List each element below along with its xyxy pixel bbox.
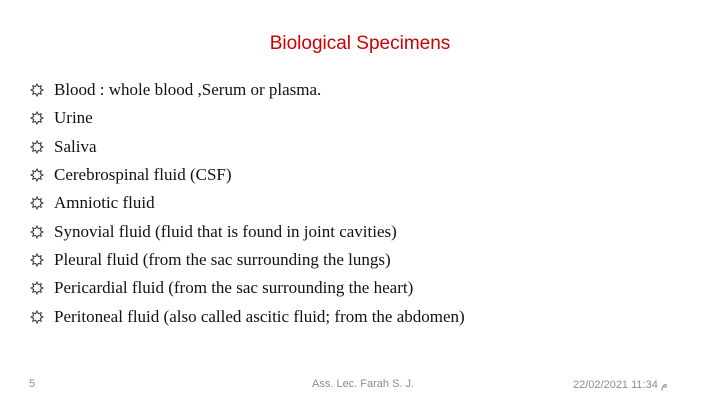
list-item (30, 76, 690, 104)
list-item (30, 104, 690, 132)
starburst-bullet-icon (30, 168, 54, 182)
starburst-bullet-icon (30, 281, 54, 295)
bullet-text: Urine (54, 108, 93, 128)
footer-datetime: م 11:34 22/02/2021 (573, 379, 668, 391)
bullet-text: Peritoneal fluid (also called ascitic fluid; from the abdomen) (54, 306, 465, 326)
slide-title: Biological Specimens (269, 33, 451, 54)
list-item (30, 302, 690, 330)
page-number: 5 (29, 378, 36, 390)
bullet-text: Amniotic fluid (54, 193, 155, 213)
list-item (30, 274, 690, 302)
bullet-text: Cerebrospinal fluid (CSF) (54, 165, 232, 185)
bullet-text: Pericardial fluid (from the sac surrounding the heart) (54, 278, 414, 298)
starburst-bullet-icon (30, 196, 54, 210)
list-item (30, 189, 690, 217)
starburst-bullet-icon (30, 140, 54, 154)
footer-author: Ass. Lec. Farah S. J. (312, 378, 415, 390)
bullet-list (30, 76, 690, 331)
starburst-bullet-icon (30, 111, 54, 125)
starburst-bullet-icon (30, 310, 54, 324)
bullet-text: Synovial fluid (fluid that is found in joint cavities) (54, 221, 397, 241)
list-item (30, 246, 690, 274)
bullet-text: Pleural fluid (from the sac surrounding the lungs) (54, 249, 391, 269)
starburst-bullet-icon (30, 83, 54, 97)
starburst-bullet-icon (30, 225, 54, 239)
bullet-text: Saliva (54, 136, 97, 156)
list-item (30, 161, 690, 189)
list-item (30, 133, 690, 161)
bullet-text: Blood : whole blood ,Serum or plasma. (54, 80, 322, 100)
list-item (30, 217, 690, 245)
starburst-bullet-icon (30, 253, 54, 267)
